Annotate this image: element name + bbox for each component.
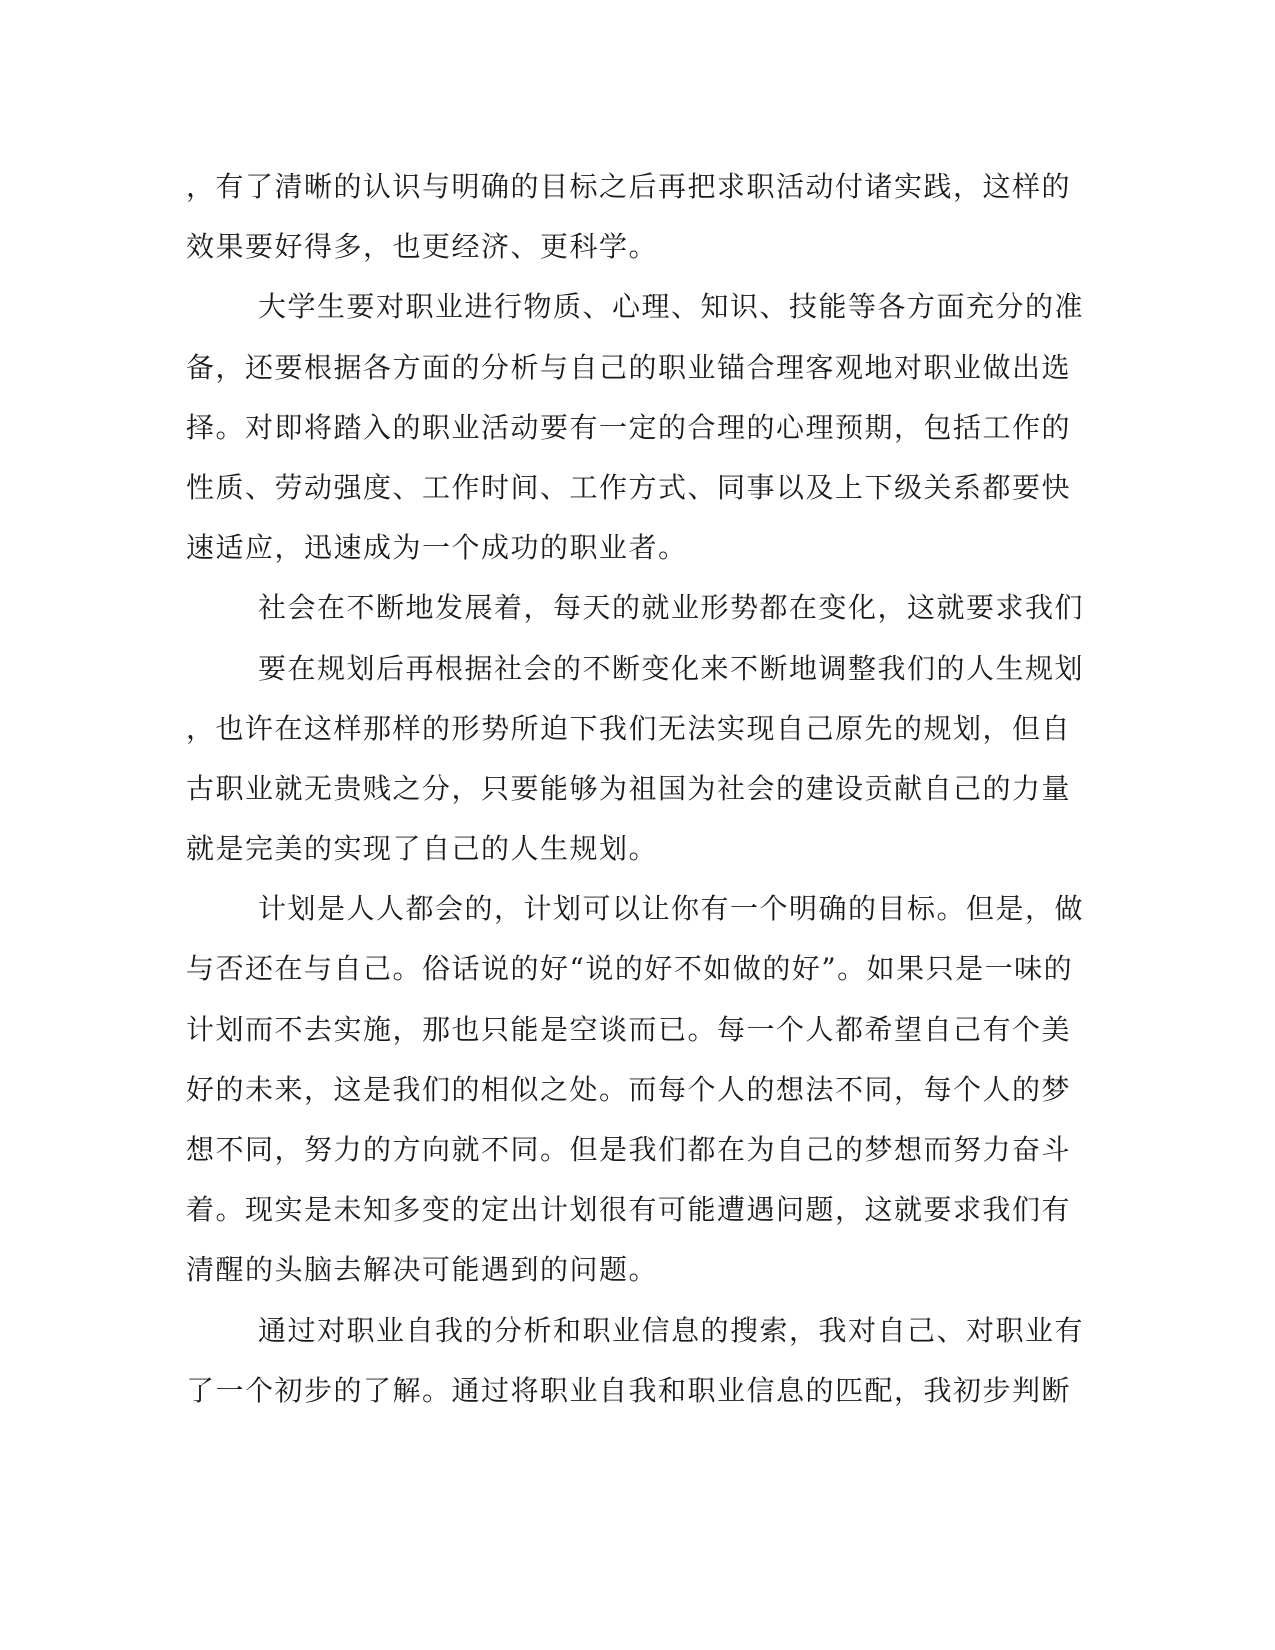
paragraph-first-line: 计划是人人都会的，计划可以让你有一个明确的目标。但是，做 [258,892,1085,926]
text-line: ，有了清晰的认识与明确的目标之后再把求职活动付诸实践，这样的 [186,170,1072,203]
text-line: 备，还要根据各方面的分析与自己的职业锚合理客观地对职业做出选 [186,350,1072,384]
text-line: 了一个初步的了解。通过将职业自我和职业信息的匹配，我初步判断 [186,1373,1072,1407]
text-line: 想不同，努力的方向就不同。但是我们都在为自己的梦想而努力奋斗 [186,1133,1072,1166]
paragraph-first-line: 通过对职业自我的分析和职业信息的搜索，我对自己、对职业有 [258,1313,1085,1347]
paragraph-first-line: 社会在不断地发展着，每天的就业形势都在变化，这就要求我们 [258,591,1085,625]
text-line: 速适应，迅速成为一个成功的职业者。 [186,531,688,565]
text-line: 古职业就无贵贱之分，只要能够为祖国为社会的建设贡献自己的力量 [186,771,1072,805]
text-line: 着。现实是未知多变的定出计划很有可能遭遇问题，这就要求我们有 [186,1193,1072,1227]
text-line: 择。对即将踏入的职业活动要有一定的合理的心理预期，包括工作的 [186,410,1072,444]
text-line: 好的未来，这是我们的相似之处。而每个人的想法不同，每个人的梦 [186,1072,1072,1106]
text-line: 清醒的头脑去解决可能遇到的问题。 [186,1253,659,1287]
paragraph-first-line: 大学生要对职业进行物质、心理、知识、技能等各方面充分的准 [258,290,1085,324]
text-line: 就是完美的实现了自己的人生规划。 [186,832,659,866]
text-line: 性质、劳动强度、工作时间、工作方式、同事以及上下级关系都要快 [186,470,1072,504]
text-line: 与否还在与自己。俗话说的好“说的好不如做的好”。如果只是一味的 [186,952,1074,986]
text-line: ，也许在这样那样的形势所迫下我们无法实现自己原先的规划，但自 [186,711,1072,745]
text-line: 计划而不去实施，那也只能是空谈而已。每一个人都希望自己有个美 [186,1012,1072,1046]
text-line: 效果要好得多，也更经济、更科学。 [186,230,659,264]
paragraph-first-line: 要在规划后再根据社会的不断变化来不断地调整我们的人生规划 [258,651,1085,685]
document-body [186,157,1086,1421]
